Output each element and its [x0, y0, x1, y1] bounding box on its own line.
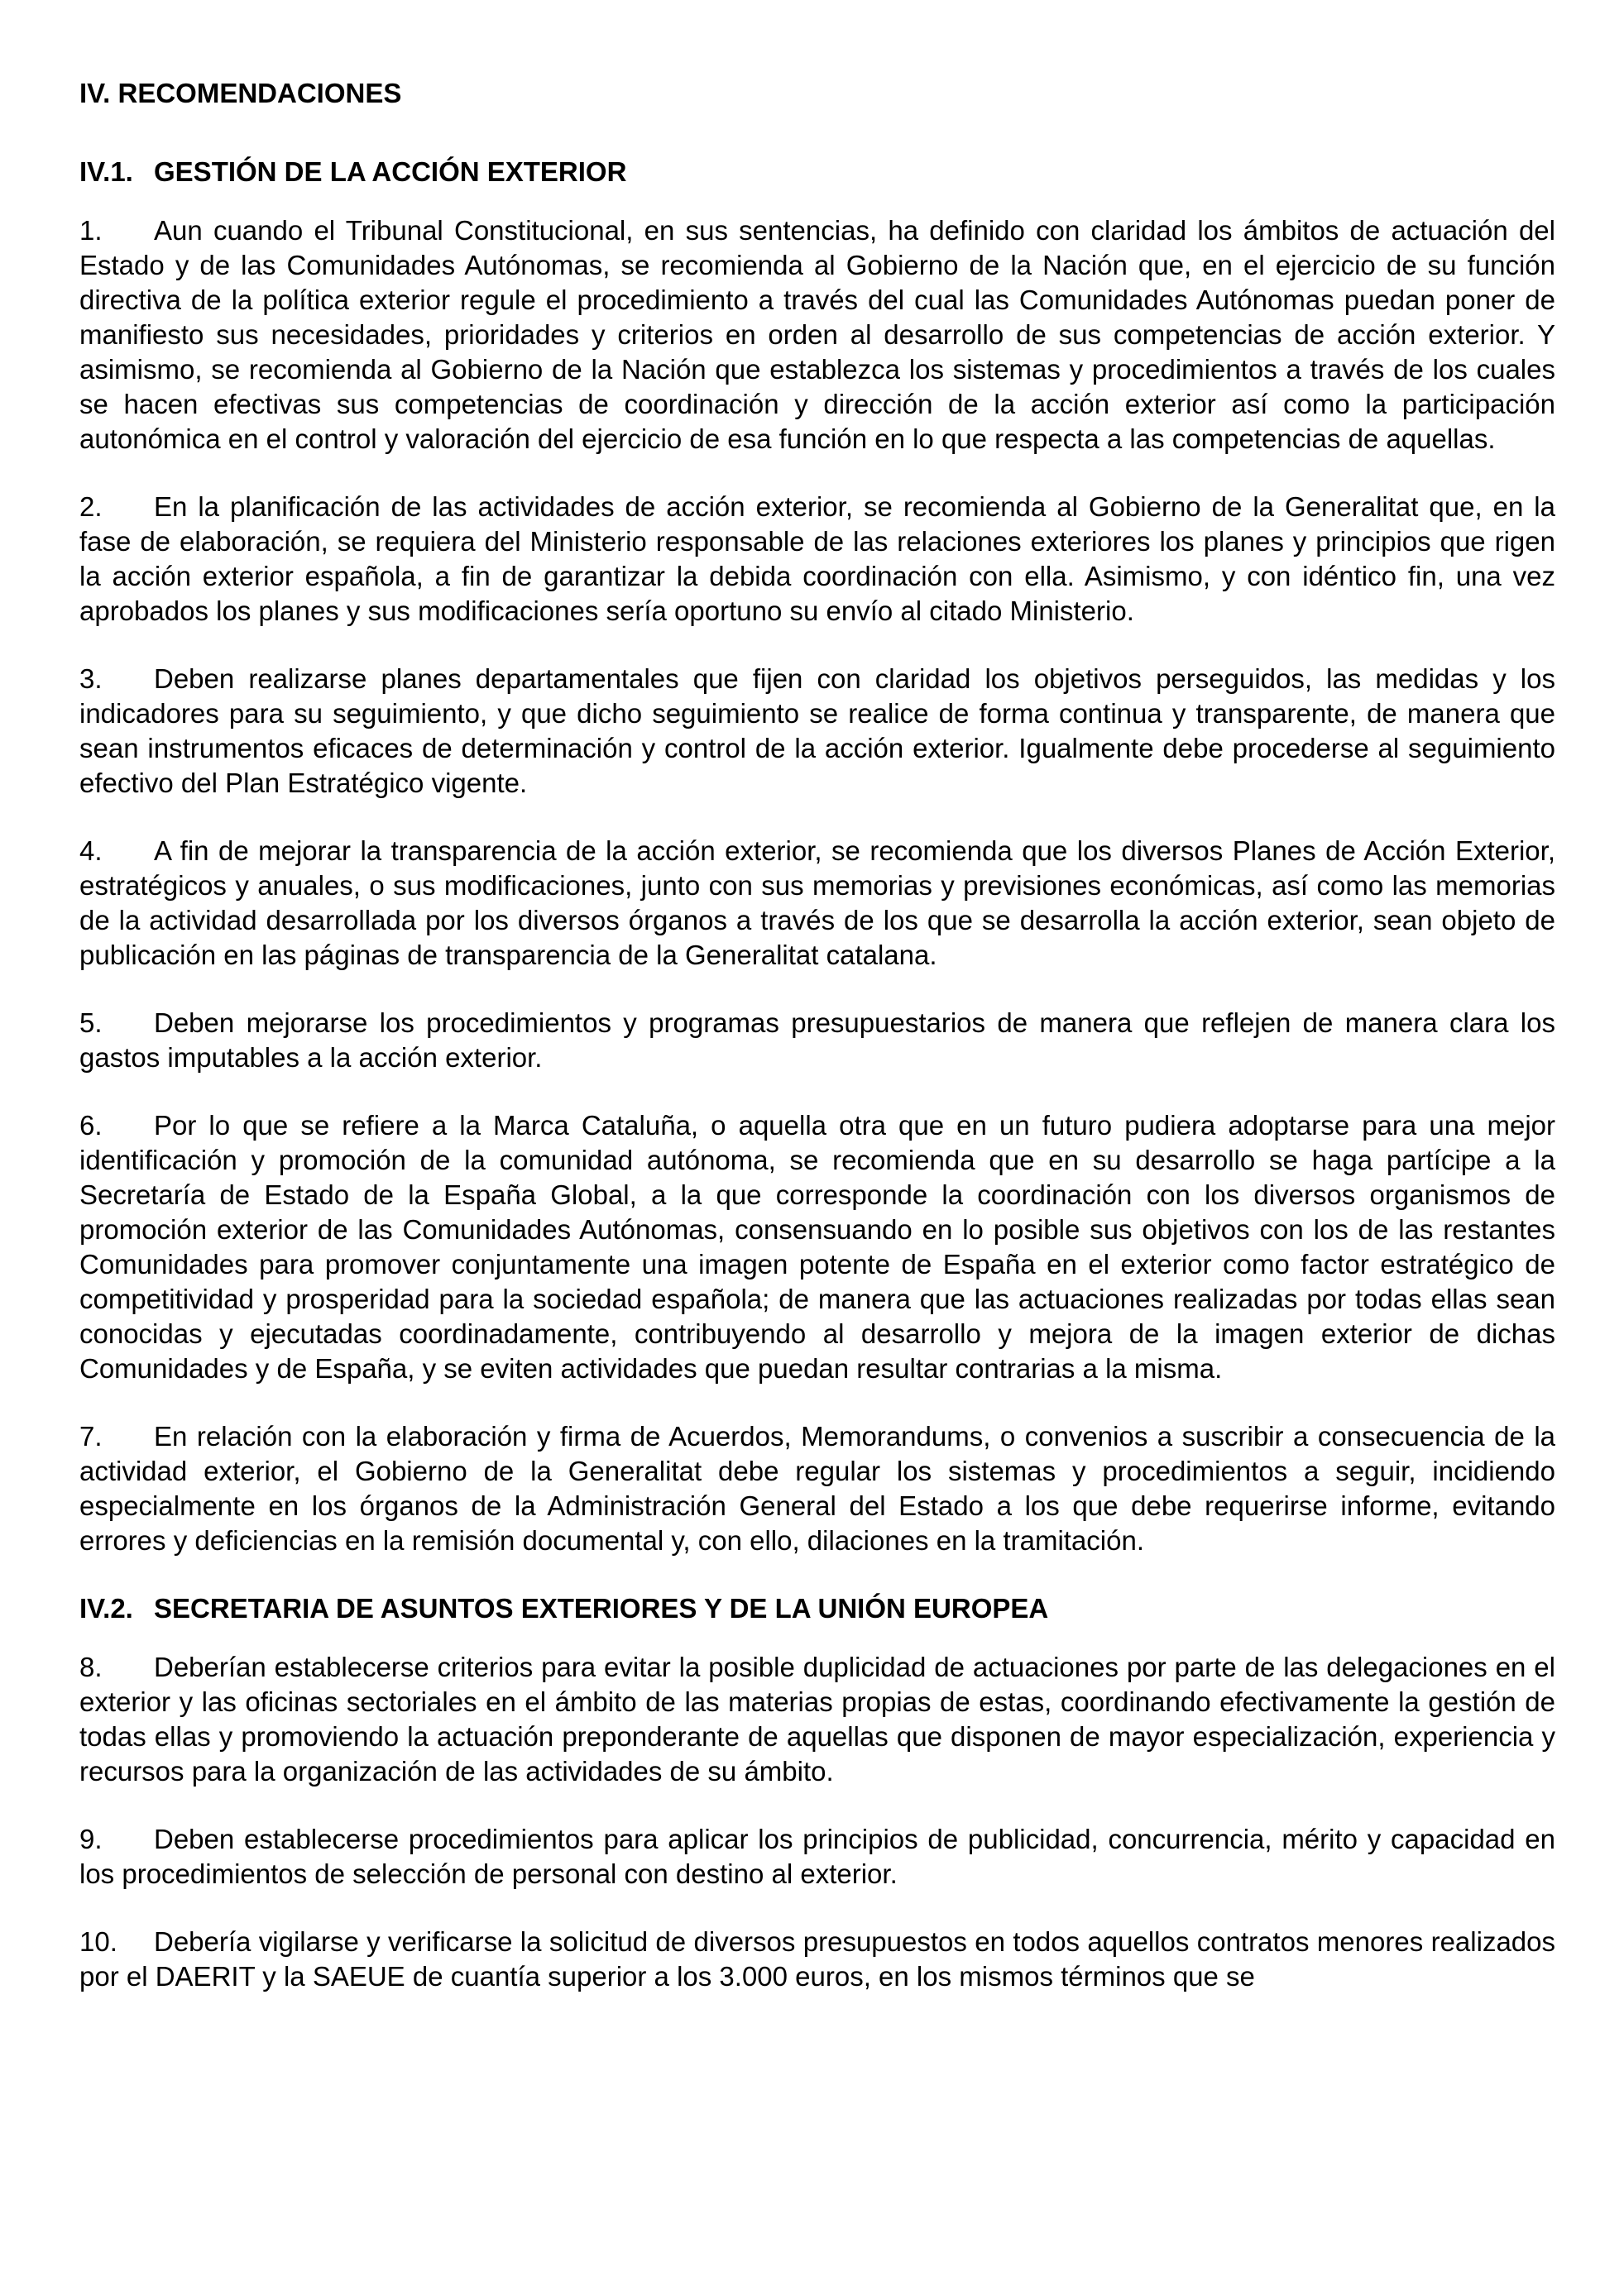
document-page — [79, 76, 1555, 1994]
paragraph-text: Por lo que se refiere a la Marca Cataluña, o aquella otra que en un futuro pudiera adoptarse para una mejor identificación y promoción de la comunidad autónoma, se recomienda que en su desarrollo se haga partícipe a la Secretaría de Estado de la España Global, a la que corresponde la coordinación con los diversos organismos de promoción exterior de las Comunidades Autónomas, consensuando en lo posible sus objetivos con los de las restantes Comunidades para promover conjuntamente una imagen potente de España en el exterior como factor estratégico de competitividad y prosperidad para la sociedad española; de manera que las actuaciones realizadas por todas ellas sean conocidas y ejecutadas coordinadamente, contribuyendo al desarrollo y mejora de la imagen exterior de dichas Comunidades y de España, y se eviten actividades que puedan resultar contrarias a la misma. — [79, 1110, 1555, 1384]
section-title: GESTIÓN DE LA ACCIÓN EXTERIOR — [154, 156, 627, 187]
recommendation-paragraph — [79, 834, 1555, 973]
paragraph-number: 2. — [79, 491, 103, 522]
paragraph-number: 4. — [79, 835, 103, 866]
recommendation-paragraph — [79, 490, 1555, 629]
section-heading-iv2 — [79, 1591, 1555, 1626]
paragraph-text: Deben mejorarse los procedimientos y programas presupuestarios de manera que reflejen de manera clara los gastos imputables a la acción exterior. — [79, 1007, 1555, 1073]
paragraph-text: Deberían establecerse criterios para evitar la posible duplicidad de actuaciones por parte de las delegaciones en el exterior y las oficinas sectoriales en el ámbito de las materias propias de estas, coordinando efectivamente la gestión de todas ellas y promoviendo la actuación preponderante de aquellas que disponen de mayor especialización, experiencia y recursos para la organización de las actividades de su ámbito. — [79, 1652, 1555, 1787]
recommendation-paragraph — [79, 1822, 1555, 1892]
paragraph-text: En la planificación de las actividades de acción exterior, se recomienda al Gobierno de la Generalitat que, en la fase de elaboración, se requiera del Ministerio responsable de las relaciones exteriores los planes y principios que rigen la acción exterior española, a fin de garantizar la debida coordinación con ella. Asimismo, y con idéntico fin, una vez aprobados los planes y sus modificaciones sería oportuno su envío al citado Ministerio. — [79, 491, 1555, 626]
document-title: IV. RECOMENDACIONES — [79, 78, 402, 108]
recommendation-paragraph — [79, 1108, 1555, 1386]
recommendation-paragraph — [79, 213, 1555, 457]
section-title: SECRETARIA DE ASUNTOS EXTERIORES Y DE LA UNIÓN EUROPEA — [154, 1593, 1049, 1624]
paragraph-text: Deben establecerse procedimientos para aplicar los principios de publicidad, concurrencia, mérito y capacidad en los procedimientos de selección de personal con destino al exterior. — [79, 1824, 1555, 1889]
recommendation-paragraph — [79, 1650, 1555, 1789]
paragraph-number: 7. — [79, 1421, 103, 1452]
paragraph-number: 1. — [79, 215, 103, 246]
recommendation-paragraph — [79, 1006, 1555, 1075]
recommendation-paragraph — [79, 1419, 1555, 1558]
section-heading-iv1 — [79, 155, 1555, 189]
paragraph-text: Aun cuando el Tribunal Constitucional, en sus sentencias, ha definido con claridad los ámbitos de actuación del Estado y de las Comunidades Autónomas, se recomienda al Gobierno de la Nación que, en el ejercicio de su función directiva de la política exterior regule el procedimiento a través del cual las Comunidades Autónomas puedan poner de manifiesto sus necesidades, prioridades y criterios en orden al desarrollo de sus competencias de acción exterior. Y asimismo, se recomienda al Gobierno de la Nación que establezca los sistemas y procedimientos a través de los cuales se hacen efectivas sus competencias de coordinación y dirección de la acción exterior así como la participación autonómica en el control y valoración del ejercicio de esa función en lo que respecta a las competencias de aquellas. — [79, 215, 1555, 454]
paragraph-number: 10. — [79, 1926, 117, 1957]
paragraph-text: A fin de mejorar la transparencia de la acción exterior, se recomienda que los diversos Planes de Acción Exterior, estratégicos y anuales, o sus modificaciones, junto con sus memorias y previsiones económicas, así como las memorias de la actividad desarrollada por los diversos órganos a través de los que se desarrolla la acción exterior, sean objeto de publicación en las páginas de transparencia de la Generalitat catalana. — [79, 835, 1555, 970]
paragraph-text: Deben realizarse planes departamentales que fijen con claridad los objetivos perseguidos, las medidas y los indicadores para su seguimiento, y que dicho seguimiento se realice de forma continua y transparente, de manera que sean instrumentos eficaces de determinación y control de la acción exterior. Igualmente debe procederse al seguimiento efectivo del Plan Estratégico vigente. — [79, 663, 1555, 798]
paragraph-number: 6. — [79, 1110, 103, 1141]
recommendation-paragraph — [79, 662, 1555, 801]
paragraph-number: 3. — [79, 663, 103, 694]
recommendation-paragraph — [79, 1925, 1555, 1994]
paragraph-text: En relación con la elaboración y firma de Acuerdos, Memorandums, o convenios a suscribir a consecuencia de la actividad exterior, el Gobierno de la Generalitat debe regular los sistemas y procedimientos a seguir, incidiendo especialmente en los órganos de la Administración General del Estado a los que debe requerirse informe, evitando errores y deficiencias en la remisión documental y, con ello, dilaciones en la tramitación. — [79, 1421, 1555, 1556]
section-number: IV.1. — [79, 156, 133, 187]
paragraph-number: 5. — [79, 1007, 103, 1038]
section-number: IV.2. — [79, 1593, 133, 1624]
paragraph-text: Debería vigilarse y verificarse la solicitud de diversos presupuestos en todos aquellos contratos menores realizados por el DAERIT y la SAEUE de cuantía superior a los 3.000 euros, en los mismos términos que se — [79, 1926, 1555, 1992]
paragraph-number: 8. — [79, 1652, 103, 1682]
paragraph-number: 9. — [79, 1824, 103, 1854]
